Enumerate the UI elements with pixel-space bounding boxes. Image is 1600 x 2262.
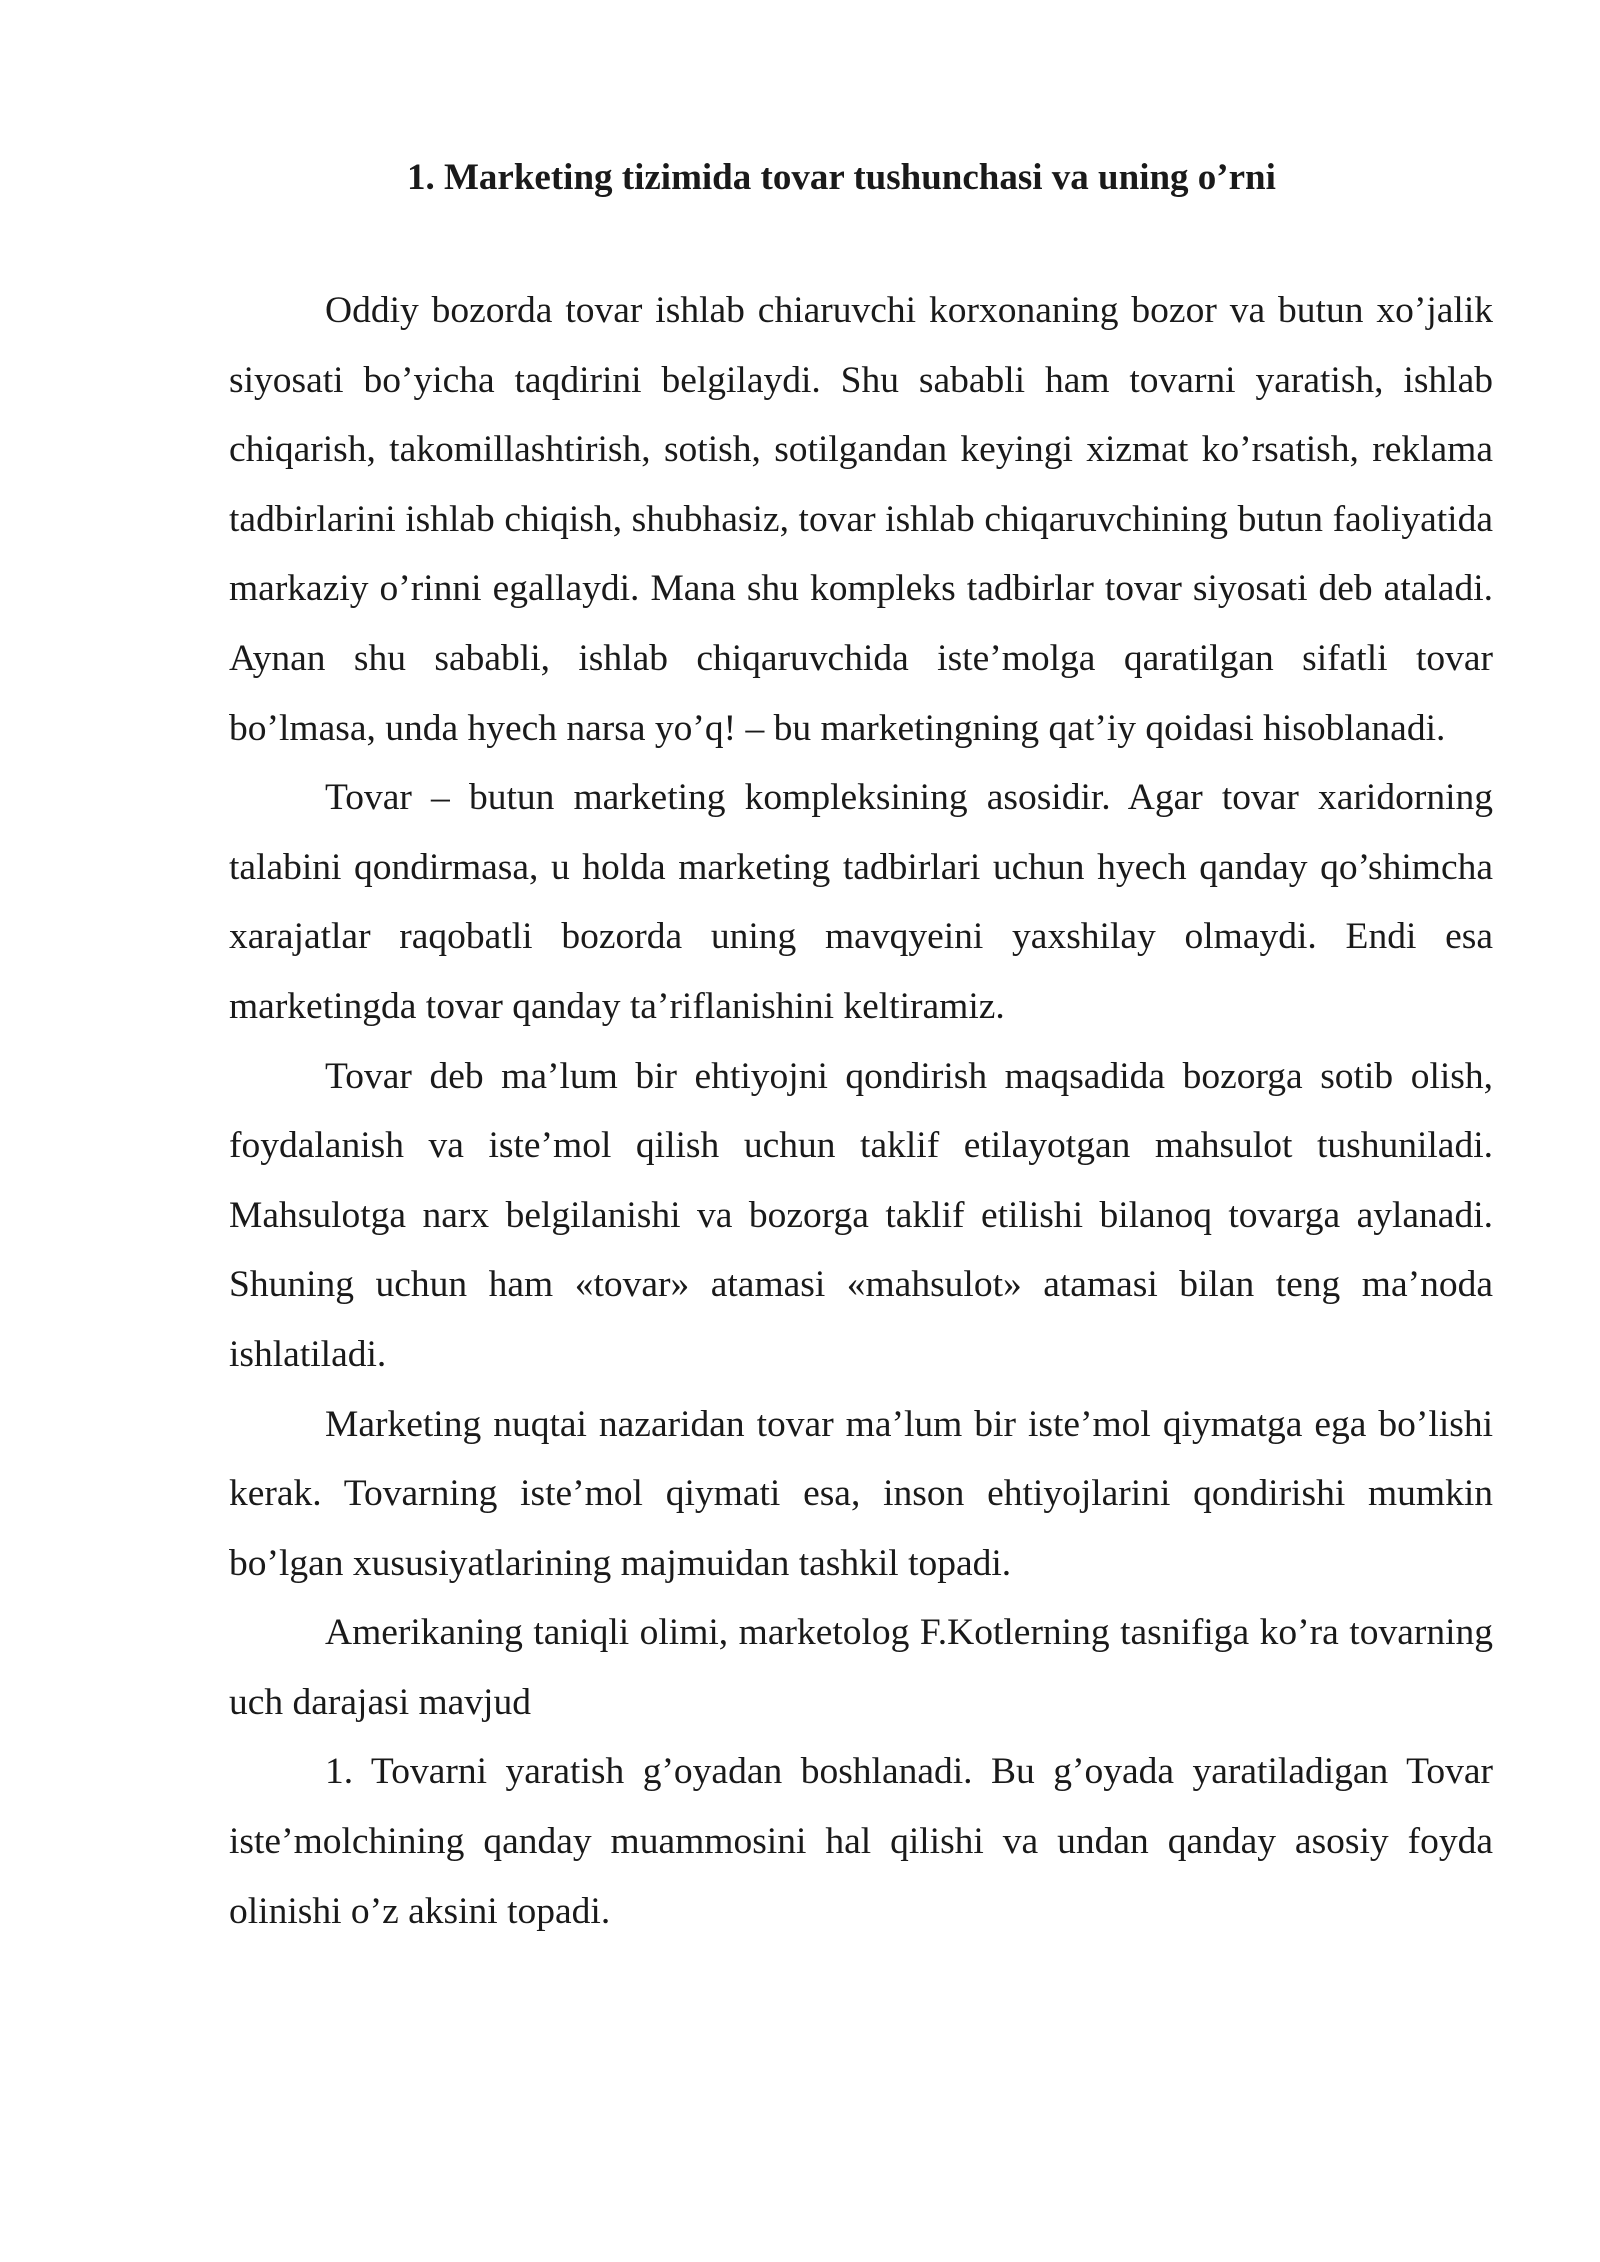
paragraph-1: Oddiy bozorda tovar ishlab chiaruvchi korxonaning bozor va butun xo’jalik siyosati bo’yicha taqdirini belgilaydi. Shu sababli ham tovarni yaratish, ishlab chiqarish, takomillashtirish, sotish, sotilgandan keyingi xizmat ko’rsatish, reklama tadbirlarini ishlab chiqish, shubhasiz, tovar ishlab chiqaruvchining butun faoliyatida markaziy o’rinni egallaydi. Mana shu kompleks tadbirlar tovar siyosati deb ataladi. Aynan shu sababli, ishlab chiqaruvchida iste’molga qaratilgan sifatli tovar bo’lmasa, unda hyech narsa yo’q! – bu marketingning qat’iy qoidasi hisoblanadi. xyxy=(229,290,1493,749)
paragraph-2: Tovar – butun marketing kompleksining asosidir. Agar tovar xaridorning talabini qondirmasa, u holda marketing tadbirlari uchun hyech qanday qo’shimcha xarajatlar raqobatli bozorda uning mavqyeini yaxshilay olmaydi. Endi esa marketingda tovar qanday ta’riflanishini keltiramiz. xyxy=(229,777,1493,1027)
document-page xyxy=(229,150,1493,1946)
paragraph-6: 1. Tovarni yaratish g’oyadan boshlanadi. Bu g’oyada yaratiladigan Tovar iste’molchining qanday muammosini hal qilishi va undan qanday asosiy foyda olinishi o’z aksini topadi. xyxy=(229,1751,1493,1932)
paragraph-5: Amerikaning taniqli olimi, marketolog F.Kotlerning tasnifiga ko’ra tovarning uch darajasi mavjud xyxy=(229,1612,1493,1723)
paragraph-3: Tovar deb ma’lum bir ehtiyojni qondirish maqsadida bozorga sotib olish, foydalanish va iste’mol qilish uchun taklif etilayotgan mahsulot tushuniladi. Mahsulotga narx belgilanishi va bozorga taklif etilishi bilanoq tovarga aylanadi. Shuning uchun ham «tovar» atamasi «mahsulot» atamasi bilan teng ma’noda ishlatiladi. xyxy=(229,1055,1493,1375)
paragraph-4: Marketing nuqtai nazaridan tovar ma’lum bir iste’mol qiymatga ega bo’lishi kerak. Tovarning iste’mol qiymati esa, inson ehtiyojlarini qondirishi mumkin bo’lgan xususiyatlarining majmuidan tashkil topadi. xyxy=(229,1403,1493,1584)
section-heading: 1. Marketing tizimida tovar tushunchasi va uning o’rni xyxy=(407,157,1276,198)
